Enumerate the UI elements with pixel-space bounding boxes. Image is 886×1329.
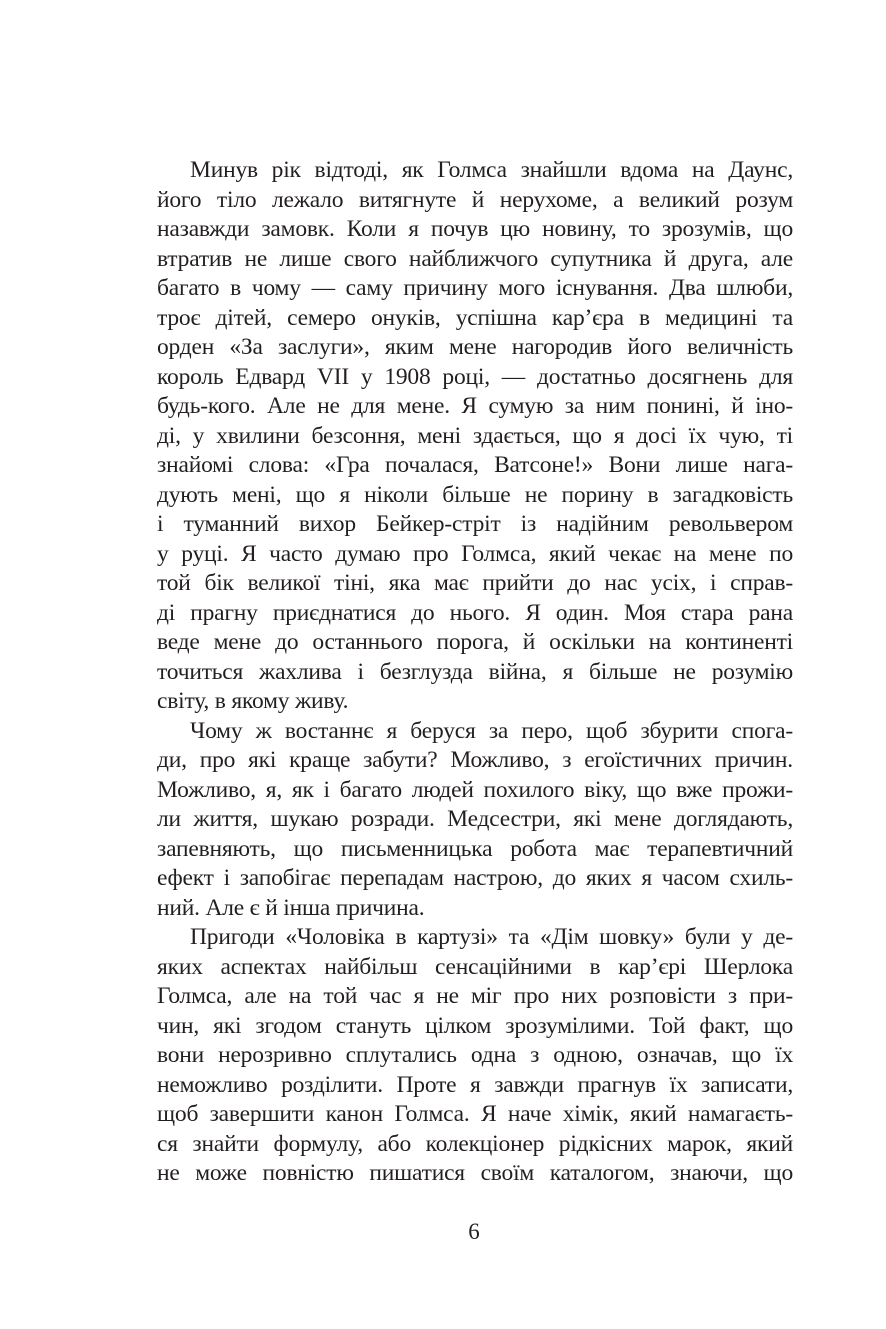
text-line: дують мені, що я ніколи більше не порину в загадковість: [157, 481, 793, 508]
text-line: чин, які згодом стануть цілком зрозумілими. Той факт, що: [157, 1012, 793, 1039]
text-line: багато в чому — саму причину мого існування. Два шлюби,: [157, 275, 793, 301]
text-line: ди, про які краще забути? Можливо, з егоїстичних причин.: [157, 747, 793, 773]
text-line: ли життя, шукаю розради. Медсестри, які мене доглядають,: [157, 806, 793, 832]
text-line: веде мене до останнього порога, й оскільки на континенті: [157, 629, 793, 655]
paragraph: [157, 717, 793, 924]
text-line: орден «За заслуги», яким мене нагородив його величність: [157, 334, 793, 360]
text-line: яких аспектах найбільш сенсаційними в кар’єрі Шерлока: [157, 953, 793, 980]
text-line: втратив не лише свого найближчого супутника й друга, але: [157, 245, 793, 272]
text-line: ний. Але є й інша причина.: [157, 894, 425, 921]
text-line: будь-кого. Але не для мене. Я сумую за ним понині, й іно-: [157, 393, 793, 419]
text-line: і туманний вихор Бейкер-стріт із надійним револьвером: [157, 511, 793, 537]
text-line: ді прагну приєднатися до нього. Я один. Моя стара рана: [157, 599, 793, 626]
text-line: Минув рік відтоді, як Голмса знайшли вдома на Даунс,: [190, 157, 793, 183]
text-line: ся знайти формулу, або колекціонер рідкісних марок, який: [157, 1130, 793, 1157]
text-line: Голмса, але на той час я не міг про них розповісти з при-: [157, 983, 793, 1009]
text-line: щоб завершити канон Голмса. Я наче хімік, який намагаєть-: [157, 1101, 793, 1127]
paragraph: [157, 923, 793, 1189]
text-line: Чому ж востаннє я беруся за перо, щоб збурити спога-: [190, 717, 793, 744]
text-line: той бік великої тіні, яка має прийти до нас усіх, і справ-: [157, 570, 793, 596]
body-text: [157, 156, 793, 1189]
text-line: Можливо, я, як і багато людей похилого віку, що вже прожи-: [157, 776, 793, 803]
text-line: неможливо розділити. Проте я завжди прагнув їх записати,: [157, 1071, 793, 1098]
text-line: точиться жахлива і безглузда війна, я більше не розумію: [157, 658, 793, 685]
text-line: запевняють, що письменницька робота має терапевтичний: [157, 835, 793, 862]
paragraph: [157, 156, 793, 717]
text-line: не може повністю пишатися своїм каталогом, знаючи, що: [157, 1160, 793, 1186]
text-line: Пригоди «Чоловіка в картузі» та «Дім шовку» були у де-: [190, 924, 793, 950]
text-line: вони нерозривно сплутались одна з одною, означав, що їх: [157, 1042, 793, 1068]
text-line: назавжди замовк. Коли я почув цю новину, то зрозумів, що: [157, 216, 793, 242]
text-line: ді, у хвилини безсоння, мені здається, що я досі їх чую, ті: [157, 422, 793, 449]
page-number: 6: [468, 1219, 480, 1244]
text-line: троє дітей, семеро онуків, успішна кар’єра в медицині та: [157, 304, 793, 331]
text-line: світу, в якому живу.: [157, 688, 349, 714]
text-line: ефект і запобігає перепадам настрою, до яких я часом схиль-: [157, 865, 793, 891]
text-line: у руці. Я часто думаю про Голмса, який чекає на мене по: [157, 540, 793, 567]
text-line: його тіло лежало витягнуте й нерухоме, а великий розум: [157, 186, 793, 213]
text-line: знайомі слова: «Гра почалася, Ватсоне!» Вони лише нага-: [157, 452, 793, 478]
text-line: король Едвард VII у 1908 році, — достатньо досягнень для: [157, 363, 793, 390]
